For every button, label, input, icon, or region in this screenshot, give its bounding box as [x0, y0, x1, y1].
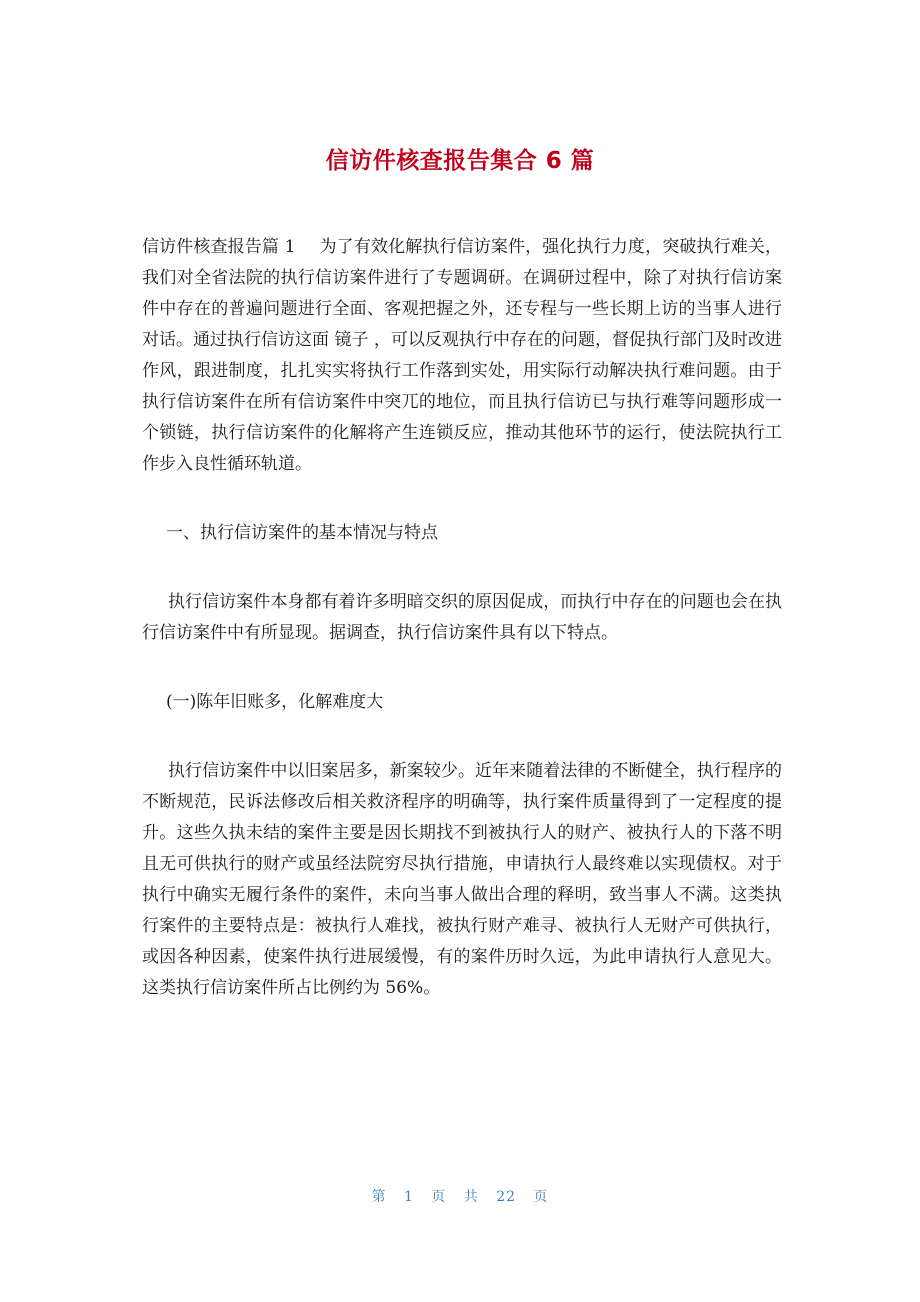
intro-text: 为了有效化解执行信访案件，强化执行力度，突破执行难关，我们对全省法院的执行信访案件进行了专题调研。在调研过程中，除了对执行信访案件中存在的普遍问题进行全面、客观把握之外，还专程与一些长期上访的当事人进行对话。通过执行信访这面 镜子 ，可以反观执行中存在的问题，督促执行部门及时改进作风，跟进制度，扎扎实实将执行工作落到实处，用实际行动解决执行难问题。由于执行信访案件在所有信访案件中突兀的地位，而且执行信访已与执行难等问题形成一个锁链，执行信访案件的化解将产生连锁反应，推动其他环节的运行，使法院执行工作步入良性循环轨道。	[142, 237, 782, 474]
subsection-heading: (一)陈年旧账多，化解难度大	[166, 692, 384, 712]
section-heading: 一、执行信访案件的基本情况与特点	[166, 523, 438, 543]
page-title: 信访件核查报告集合 6 篇	[325, 148, 595, 174]
intro-label: 信访件核查报告篇 1	[142, 237, 296, 257]
page-number: 第 1 页 共 22 页	[371, 1189, 549, 1205]
document-body	[142, 232, 782, 1042]
subsection-paragraph: 执行信访案件中以旧案居多，新案较少。近年来随着法律的不断健全，执行程序的不断规范，民诉法修改后相关救济程序的明确等，执行案件质量得到了一定程度的提升。这些久执未结的案件主要是因长期找不到被执行人的财产、被执行人的下落不明且无可供执行的财产或虽经法院穷尽执行措施，申请执行人最终难以实现债权。对于执行中确实无履行条件的案件，未向当事人做出合理的释明，致当事人不满。这类执行案件的主要特点是：被执行人难找，被执行财产难寻、被执行人无财产可供执行，或因各种因素，使案件执行进展缓慢，有的案件历时久远，为此申请执行人意见大。这类执行信访案件所占比例约为 56%。	[142, 761, 782, 998]
intro-paragraph	[142, 232, 782, 480]
section-paragraph: 执行信访案件本身都有着许多明暗交织的原因促成，而执行中存在的问题也会在执行信访案件中有所显现。据调查，执行信访案件具有以下特点。	[142, 592, 782, 643]
